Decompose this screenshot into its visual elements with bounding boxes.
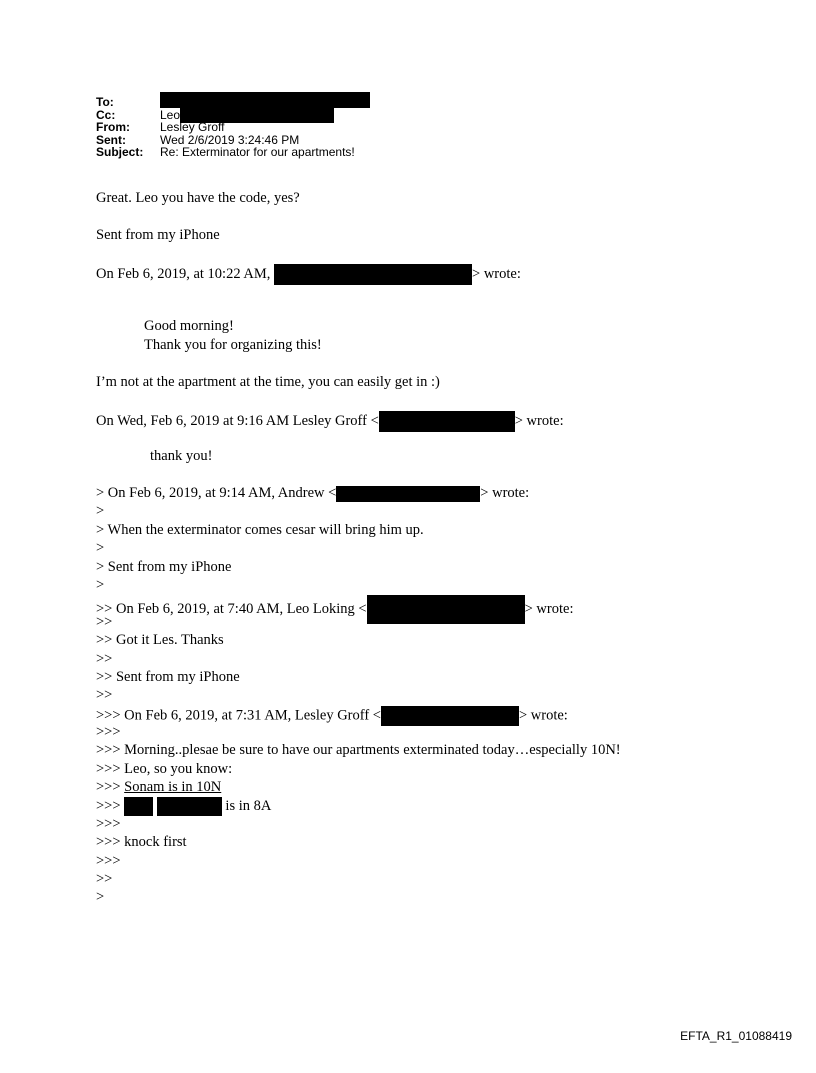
body-line: > bbox=[96, 540, 105, 556]
body-line: I’m not at the apartment at the time, you can easily get in :) bbox=[96, 374, 440, 390]
subject-value: Re: Exterminator for our apartments! bbox=[160, 145, 355, 159]
sent-value: Wed 2/6/2019 3:24:46 PM bbox=[160, 132, 300, 147]
redaction-box bbox=[336, 486, 480, 502]
redaction-box bbox=[379, 411, 515, 432]
body-line: > Sent from my iPhone bbox=[96, 559, 232, 575]
to-label: To: bbox=[96, 95, 114, 109]
redaction-box bbox=[274, 264, 472, 285]
body-line: > bbox=[96, 503, 105, 519]
body-line: >> bbox=[96, 687, 113, 703]
redaction-box bbox=[367, 595, 525, 624]
redaction-box bbox=[124, 797, 153, 816]
body-line: >> bbox=[96, 871, 113, 887]
cc-value: Leo bbox=[160, 109, 334, 123]
body-line: Great. Leo you have the code, yes? bbox=[96, 190, 300, 206]
body-line: >>> bbox=[96, 853, 121, 869]
quote-header-line: On Feb 6, 2019, at 10:22 AM, > wrote: bbox=[96, 264, 521, 285]
body-line: > When the exterminator comes cesar will bring him up. bbox=[96, 522, 424, 538]
body-line: Sent from my iPhone bbox=[96, 227, 220, 243]
from-label: From: bbox=[96, 120, 130, 134]
body-line: >>> Morning..plesae be sure to have our apartments exterminated today…especially 10N! bbox=[96, 742, 621, 758]
body-line: > bbox=[96, 577, 105, 593]
body-line: >> Sent from my iPhone bbox=[96, 669, 240, 685]
quote-header-line: >> On Feb 6, 2019, at 7:40 AM, Leo Loking < > wrote: bbox=[96, 595, 573, 624]
body-line: >>> is in 8A bbox=[96, 797, 271, 816]
body-line: thank you! bbox=[150, 448, 213, 464]
quote-header-line: >>> On Feb 6, 2019, at 7:31 AM, Lesley Groff < > wrote: bbox=[96, 706, 568, 726]
cc-label: Cc: bbox=[96, 107, 116, 122]
body-line: >>> bbox=[96, 724, 121, 740]
underlined-text: Sonam is in 10N bbox=[124, 779, 222, 795]
redaction-box bbox=[157, 797, 222, 816]
subject-label: Subject: bbox=[96, 145, 144, 159]
body-line: > bbox=[96, 889, 105, 905]
body-line: >>> Sonam is in 10N bbox=[96, 779, 222, 795]
sent-label: Sent: bbox=[96, 132, 126, 147]
body-line: Good morning! bbox=[144, 318, 234, 334]
body-line: >> bbox=[96, 651, 113, 667]
quote-header-line: > On Feb 6, 2019, at 9:14 AM, Andrew < > wrote: bbox=[96, 485, 530, 501]
bates-number: EFTA_R1_01088419 bbox=[680, 1029, 792, 1043]
body-line: >>> knock first bbox=[96, 834, 187, 850]
redaction-box bbox=[381, 706, 519, 726]
body-line: Thank you for organizing this! bbox=[144, 337, 322, 353]
body-line: >>> Leo, so you know: bbox=[96, 761, 233, 777]
body-line: >> Got it Les. Thanks bbox=[96, 632, 224, 648]
body-line: >> bbox=[96, 614, 113, 630]
quote-header-line: On Wed, Feb 6, 2019 at 9:16 AM Lesley Groff < > wrote: bbox=[96, 411, 564, 432]
body-line: >>> bbox=[96, 816, 121, 832]
from-value: Lesley Groff bbox=[160, 120, 225, 134]
